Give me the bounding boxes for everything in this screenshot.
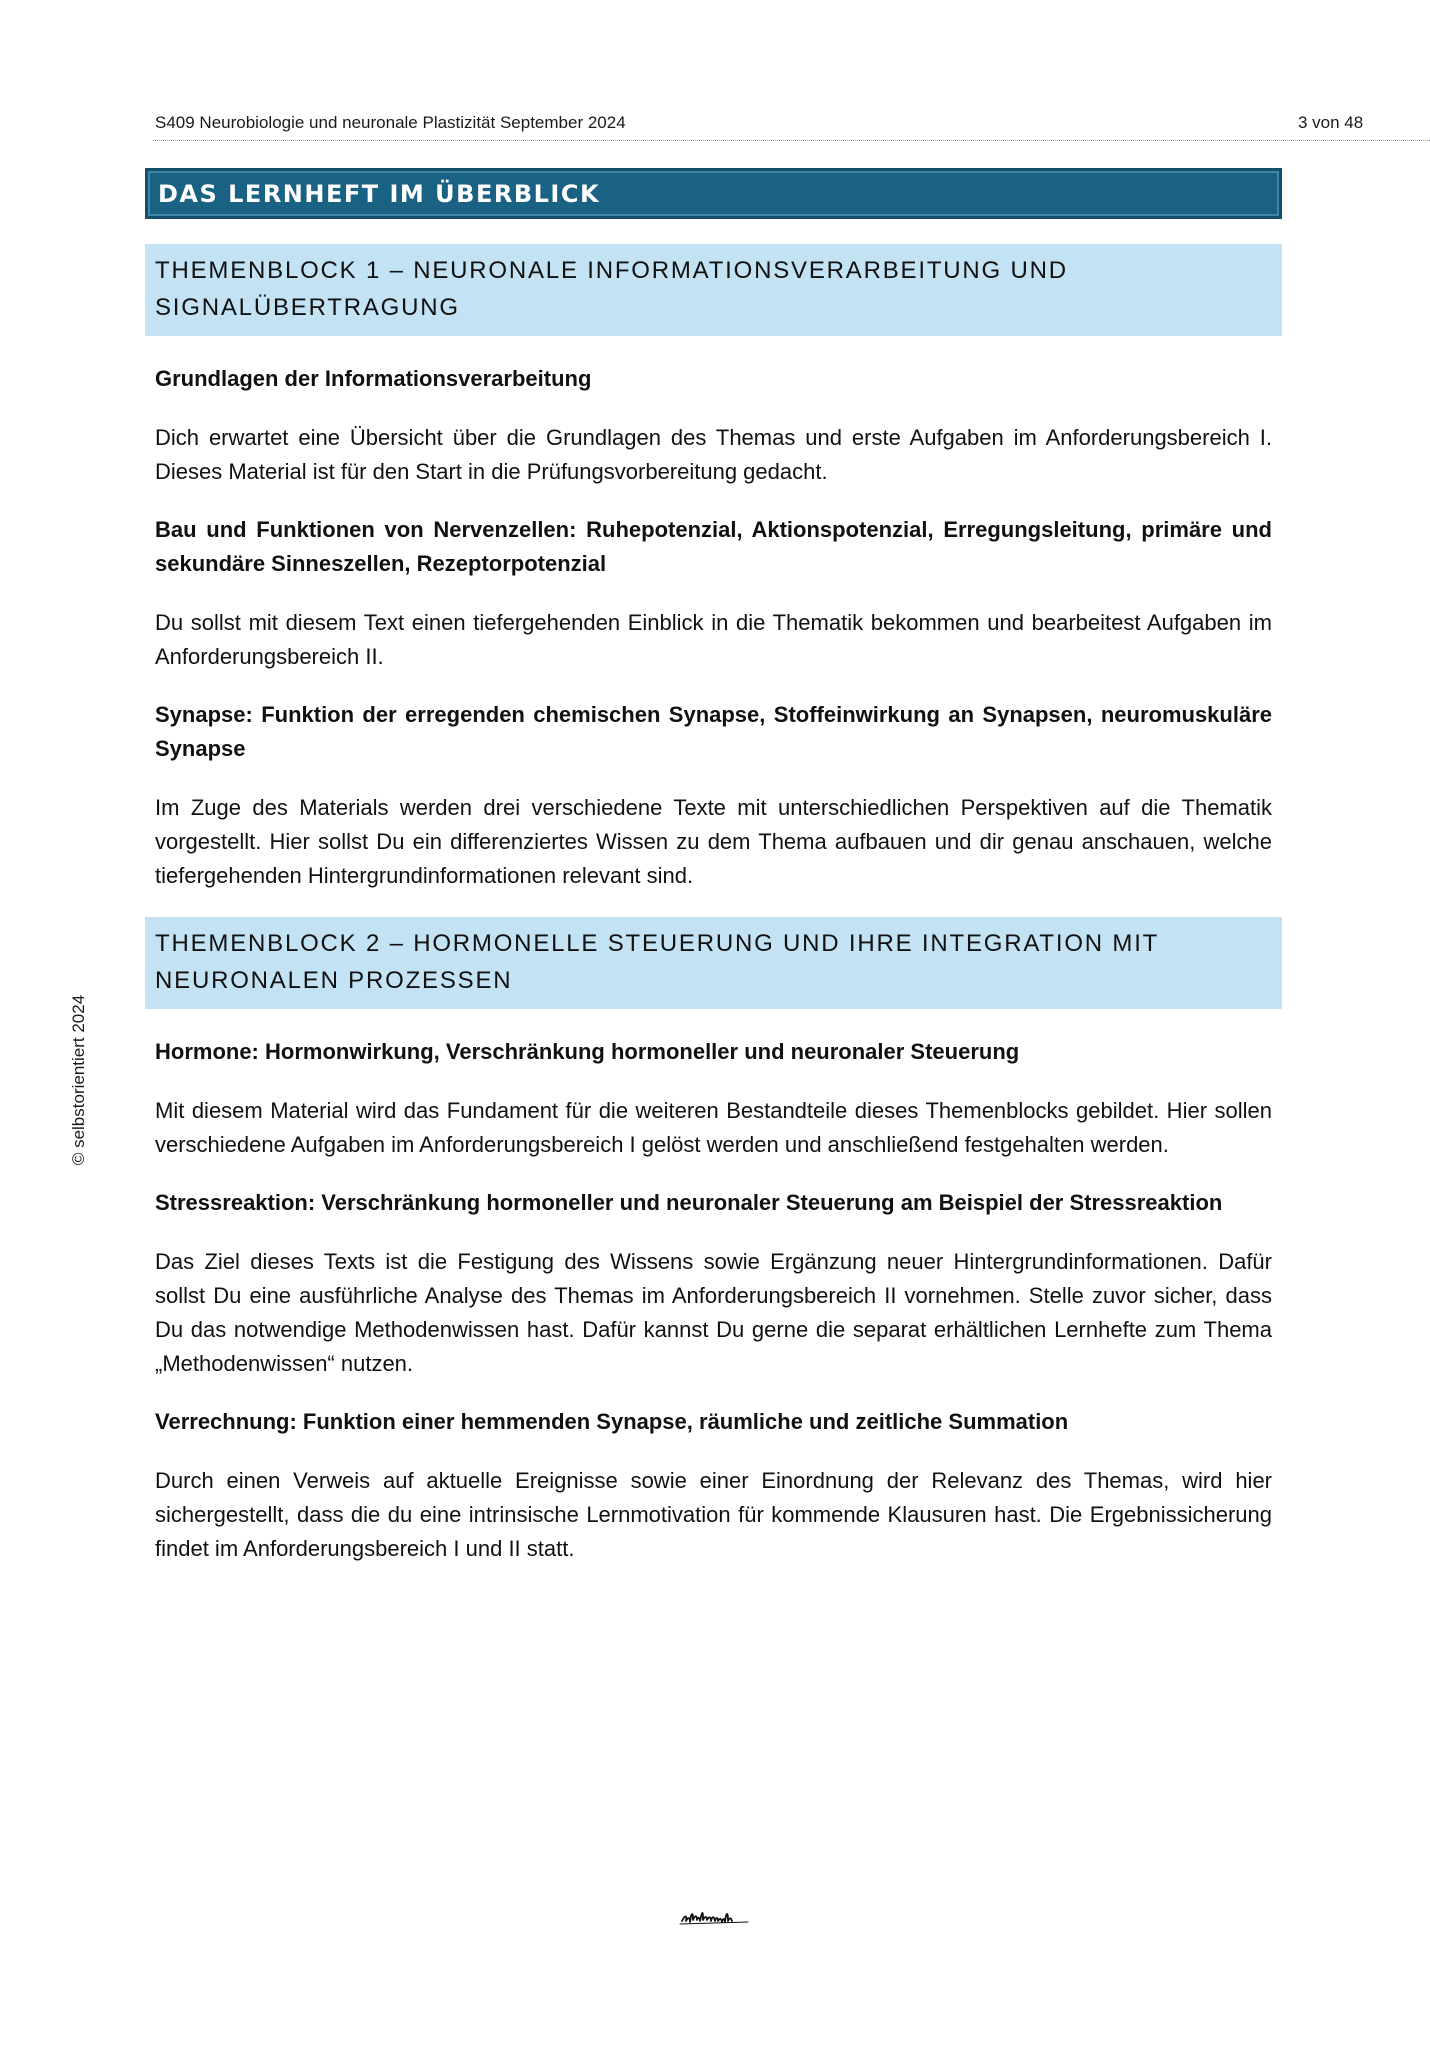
entry-description: Im Zuge des Materials werden drei verschiedene Texte mit unterschiedlichen Perspektiven auf die Thematik vorgestellt. Hier sollst Du ein differenziertes Wissen zu dem Thema aufbauen und dir genau anschauen, welche tiefergehenden Hintergrundinformationen relevant sind. xyxy=(155,795,1272,888)
copyright-notice: © selbstorientiert 2024 xyxy=(69,994,88,1166)
entry-title: Hormone: Hormonwirkung, Verschränkung hormoneller und neuronaler Steuerung xyxy=(155,1039,1020,1064)
page-header xyxy=(153,108,1430,141)
entry-description: Durch einen Verweis auf aktuelle Ereignisse sowie einer Einordnung der Relevanz des Themas, wird hier sichergestellt, dass die du eine intrinsische Lernmotivation für kommende Klausuren hast. Die Ergebnissicherung findet im Anforderungsbereich I und II statt. xyxy=(155,1468,1272,1561)
main-content xyxy=(145,168,1282,1566)
entry-description: Du sollst mit diesem Text einen tiefergehenden Einblick in die Thematik bekommen und bearbeitest Aufgaben im Anforderungsbereich II. xyxy=(155,610,1272,669)
entry-title: Stressreaktion: Verschränkung hormoneller und neuronaler Steuerung am Beispiel der Stressreaktion xyxy=(155,1190,1223,1215)
themenblock-2-heading: THEMENBLOCK 2 – HORMONELLE STEUERUNG UND IHRE INTEGRATION MIT NEURONALEN PROZESSEN xyxy=(145,917,1282,1009)
signature-logo-icon xyxy=(660,1895,770,1935)
entry-title: Bau und Funktionen von Nervenzellen: Ruhepotenzial, Aktionspotenzial, Erregungsleitung, primäre und sekundäre Sinneszellen, Rezeptorpotenzial xyxy=(155,517,1272,576)
entry-description: Mit diesem Material wird das Fundament für die weiteren Bestandteile dieses Themenblocks gebildet. Hier sollen verschiedene Aufgaben im Anforderungsbereich I gelöst werden und anschließend festgehalten werden. xyxy=(155,1098,1272,1157)
section-title-banner xyxy=(145,168,1282,219)
entry-title: Grundlagen der Informationsverarbeitung xyxy=(155,366,592,391)
themenblock-2-entries xyxy=(145,1035,1282,1566)
themenblock-1-entries xyxy=(145,362,1282,893)
brand-logo xyxy=(660,1895,770,1935)
entry-title: Synapse: Funktion der erregenden chemischen Synapse, Stoffeinwirkung an Synapsen, neuromuskuläre Synapse xyxy=(155,702,1272,761)
themenblock-1-heading: THEMENBLOCK 1 – NEURONALE INFORMATIONSVERARBEITUNG UND SIGNALÜBERTRAGUNG xyxy=(145,244,1282,336)
header-title: S409 Neurobiologie und neuronale Plastizität September 2024 xyxy=(155,113,626,132)
entry-description: Das Ziel dieses Texts ist die Festigung des Wissens sowie Ergänzung neuer Hintergrundinformationen. Dafür sollst Du eine ausführliche Analyse des Themas im Anforderungsbereich II vornehmen. Stelle zuvor sicher, dass Du das notwendige Methodenwissen hast. Dafür kannst Du gerne die separat erhältlichen Lernhefte zum Thema „Methodenwissen“ nutzen. xyxy=(155,1249,1272,1376)
entry-description: Dich erwartet eine Übersicht über die Grundlagen des Themas und erste Aufgaben im Anforderungsbereich I. Dieses Material ist für den Start in die Prüfungsvorbereitung gedacht. xyxy=(155,425,1272,484)
section-title: DAS LERNHEFT IM ÜBERBLICK xyxy=(158,179,601,208)
entry-title: Verrechnung: Funktion einer hemmenden Synapse, räumliche und zeitliche Summation xyxy=(155,1409,1069,1434)
page-number: 3 von 48 xyxy=(1298,113,1364,132)
